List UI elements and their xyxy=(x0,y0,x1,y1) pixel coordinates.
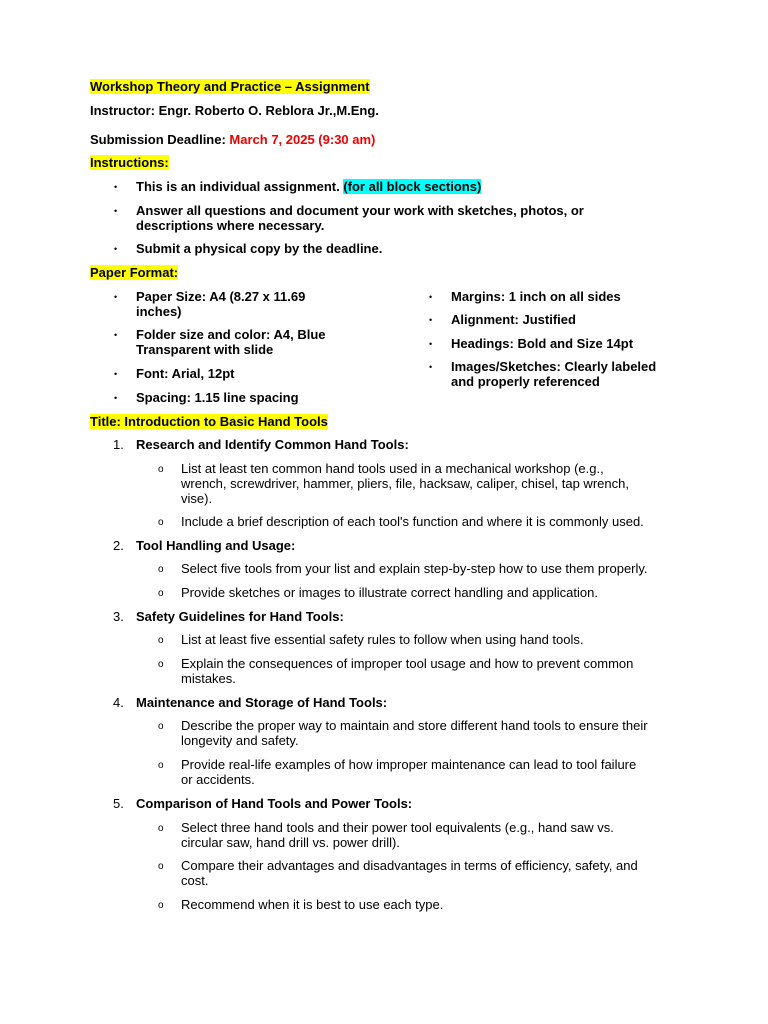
sub-bullet-icon: o xyxy=(158,823,164,834)
section-4-item-2: Provide real-life examples of how improper maintenance can lead to tool failure or accidents. xyxy=(181,757,637,787)
format-margins: Margins: 1 inch on all sides xyxy=(451,289,621,304)
document-title: Workshop Theory and Practice – Assignment xyxy=(90,79,370,94)
sub-bullet-icon: o xyxy=(158,861,164,872)
section-4-item-1: Describe the proper way to maintain and store different hand tools to ensure their longevity and safety. xyxy=(181,718,648,748)
bullet-icon: • xyxy=(114,182,118,192)
section-number: 2. xyxy=(113,538,124,553)
instruction-item-3: Submit a physical copy by the deadline. xyxy=(136,241,383,256)
section-3-item-1: List at least five essential safety rules to follow when using hand tools. xyxy=(181,632,584,647)
format-alignment: Alignment: Justified xyxy=(451,312,576,327)
format-images: Images/Sketches: Clearly labeled and properly referenced xyxy=(451,359,657,389)
submission-deadline xyxy=(90,132,375,147)
instruction-item-1: This is an individual assignment. (for all block sections) xyxy=(136,179,482,194)
format-paper-size: Paper Size: A4 (8.27 x 11.69 inches) xyxy=(136,289,306,319)
section-number: 1. xyxy=(113,437,124,452)
section-1-item-2: Include a brief description of each tool's function and where it is commonly used. xyxy=(181,514,644,529)
bullet-icon: • xyxy=(114,292,118,302)
section-number: 3. xyxy=(113,609,124,624)
deadline-label: Submission Deadline: xyxy=(90,132,230,147)
sub-bullet-icon: o xyxy=(158,464,164,475)
section-number: 5. xyxy=(113,796,124,811)
section-5-item-2: Compare their advantages and disadvantages in terms of efficiency, safety, and cost. xyxy=(181,858,638,888)
section-heading-1: Research and Identify Common Hand Tools: xyxy=(136,437,409,452)
sub-bullet-icon: o xyxy=(158,564,164,575)
task-title: Title: Introduction to Basic Hand Tools xyxy=(90,414,328,429)
section-heading-2: Tool Handling and Usage: xyxy=(136,538,296,553)
sub-bullet-icon: o xyxy=(158,588,164,599)
section-5-item-3: Recommend when it is best to use each type. xyxy=(181,897,444,912)
section-5-item-1: Select three hand tools and their power tool equivalents (e.g., hand saw vs. circular saw, hand drill vs. power drill). xyxy=(181,820,614,850)
sub-bullet-icon: o xyxy=(158,517,164,528)
sub-bullet-icon: o xyxy=(158,721,164,732)
format-headings: Headings: Bold and Size 14pt xyxy=(451,336,634,351)
deadline-value: March 7, 2025 (9:30 am) xyxy=(229,132,376,147)
bullet-icon: • xyxy=(429,315,433,325)
section-1-item-1: List at least ten common hand tools used in a mechanical workshop (e.g., wrench, screwdriver, hammer, pliers, file, hacksaw, caliper, chisel, tap wrench, vise). xyxy=(181,461,629,506)
bullet-icon: • xyxy=(114,330,118,340)
section-2-item-2: Provide sketches or images to illustrate correct handling and application. xyxy=(181,585,598,600)
format-folder: Folder size and color: A4, Blue Transparent with slide xyxy=(136,327,326,357)
format-font: Font: Arial, 12pt xyxy=(136,366,235,381)
sub-bullet-icon: o xyxy=(158,635,164,646)
section-3-item-2: Explain the consequences of improper tool usage and how to prevent common mistakes. xyxy=(181,656,634,686)
sub-bullet-icon: o xyxy=(158,760,164,771)
bullet-icon: • xyxy=(429,292,433,302)
bullet-icon: • xyxy=(429,339,433,349)
bullet-icon: • xyxy=(114,393,118,403)
bullet-icon: • xyxy=(114,244,118,254)
instructions-heading: Instructions: xyxy=(90,155,169,170)
paper-format-heading: Paper Format: xyxy=(90,265,179,280)
format-spacing: Spacing: 1.15 line spacing xyxy=(136,390,299,405)
section-2-item-1: Select five tools from your list and explain step-by-step how to use them properly. xyxy=(181,561,648,576)
bullet-icon: • xyxy=(429,362,433,372)
section-heading-4: Maintenance and Storage of Hand Tools: xyxy=(136,695,388,710)
instruction-item-2: Answer all questions and document your work with sketches, photos, or descriptions where necessary. xyxy=(136,203,584,233)
section-number: 4. xyxy=(113,695,124,710)
section-heading-3: Safety Guidelines for Hand Tools: xyxy=(136,609,344,624)
instructor-line: Instructor: Engr. Roberto O. Reblora Jr.,M.Eng. xyxy=(90,103,379,118)
bullet-icon: • xyxy=(114,206,118,216)
bullet-icon: • xyxy=(114,369,118,379)
section-heading-5: Comparison of Hand Tools and Power Tools: xyxy=(136,796,413,811)
sub-bullet-icon: o xyxy=(158,900,164,911)
sub-bullet-icon: o xyxy=(158,659,164,670)
